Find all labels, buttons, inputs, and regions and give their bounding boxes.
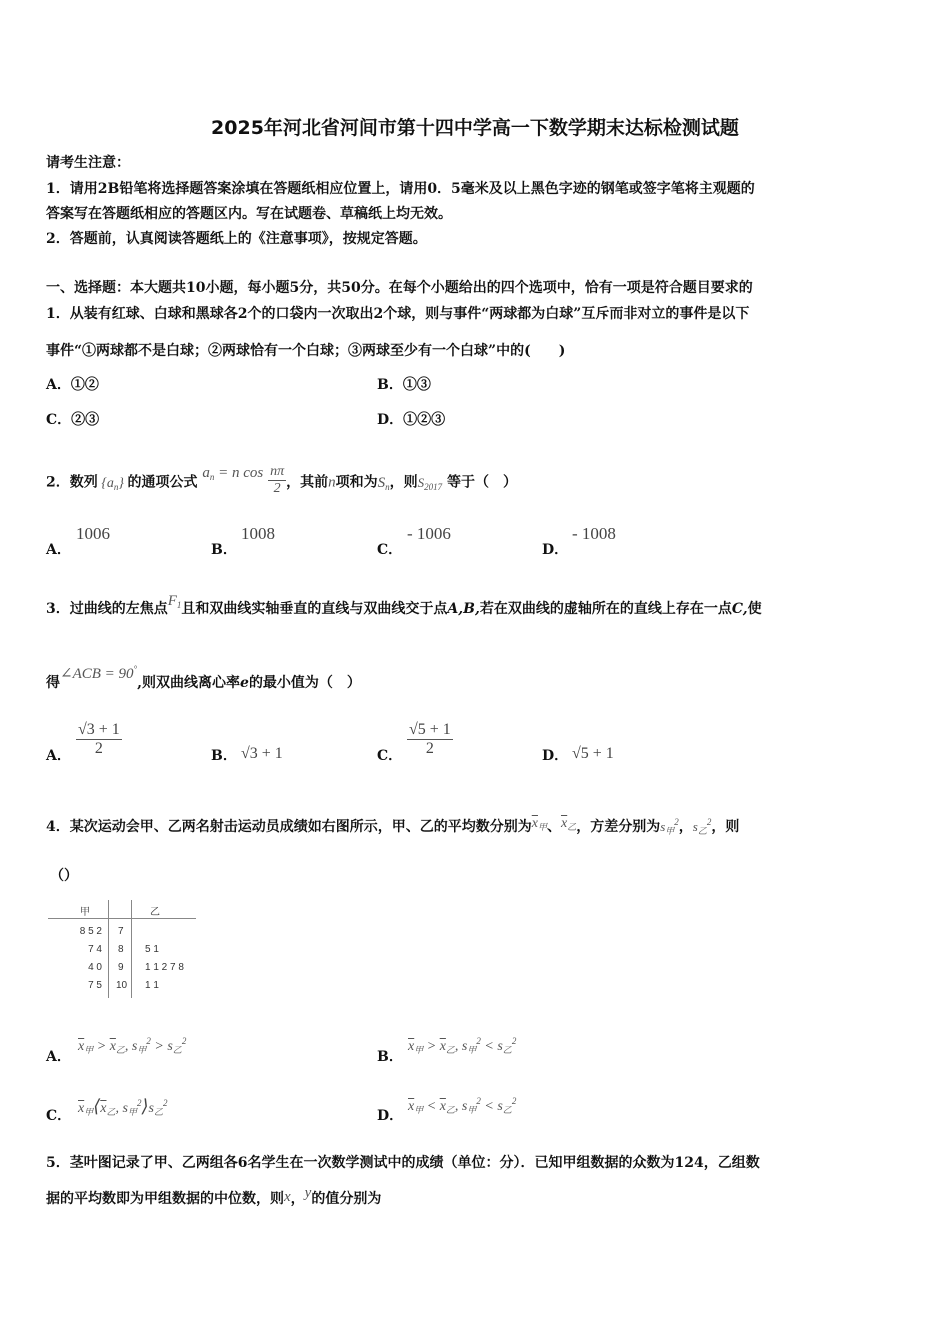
q3-line-1: 3．过曲线的左焦点$F_1$且和双曲线实轴垂直的直线与双曲线交于点A,B,若在双曲线的虚轴所在的直线上存在一点C,使 — [46, 593, 762, 617]
q4-option-c-label: C． — [46, 1108, 72, 1124]
stem-leaf-line-left — [108, 900, 109, 998]
q1-option-b: B．①③ — [377, 377, 431, 393]
stem-row-stem: 7 — [118, 926, 124, 937]
stem-row-right: 1 1 2 7 8 — [145, 962, 184, 973]
notice-line-1a: 1．请用2B铅笔将选择题答案涂填在答题纸相应位置上，请用0．5毫米及以上黑色字迹的钢笔或签字笔将主观题的 — [46, 181, 755, 197]
q1-line-1: 1．从装有红球、白球和黑球各2个的口袋内一次取出2个球，则与事件“两球都为白球”互斥而非对立的事件是以下 — [46, 306, 750, 322]
q4-line-2: （） — [50, 868, 78, 884]
stem-row-stem: 8 — [118, 944, 124, 955]
stem-leaf-line-right — [131, 900, 132, 998]
q4-line-1: 4．某次运动会甲、乙两名射击运动员成绩如右图所示，甲、乙的平均数分别为$\overline{x}_甲$、$\overline{x}_乙$，方差分别为$s_甲^2$，$s_乙^2$，则 — [46, 816, 740, 836]
q5-line-2: 据的平均数即为甲组数据的中位数，则x，y的值分别为 — [46, 1185, 382, 1207]
stem-row-left: 8 5 2 — [79, 926, 102, 937]
q1-line-2: 事件“①两球都不是白球；②两球恰有一个白球；③两球至少有一个白球”中的( ) — [46, 343, 566, 359]
q2-option-a-value: 1006 — [76, 524, 110, 543]
q4-option-a-value: $\overline{x}_甲 > \overline{x}_乙$, $s_甲^2 > s_乙^2$ — [78, 1036, 187, 1055]
q2-option-c-value: - 1006 — [407, 524, 451, 543]
q3-option-a-value: $\frac{√3 + 1}{2}$ — [78, 721, 120, 757]
q3-option-c-label: C． — [377, 748, 403, 764]
q3-option-d-value: √5 + 1 — [572, 745, 614, 762]
page-title: 2025年河北省河间市第十四中学高一下数学期末达标检测试题 — [211, 117, 739, 139]
q4-option-d-label: D． — [377, 1108, 404, 1124]
q2-option-d-label: D． — [542, 542, 569, 558]
stem-row-stem: 10 — [116, 980, 128, 991]
q3-option-c-value: $\frac{√5 + 1}{2}$ — [409, 721, 451, 757]
section-heading: 一、选择题：本大题共10小题，每小题5分，共50分。在每个小题给出的四个选项中，恰有一项是符合题目要求的 — [46, 280, 753, 296]
q5-line-1: 5．茎叶图记录了甲、乙两组各6名学生在一次数学测试中的成绩（单位：分）．已知甲组数据的众数为124，乙组数 — [46, 1155, 760, 1171]
notice-line-1b: 答案写在答题纸相应的答题区内。写在试题卷、草稿纸上均无效。 — [46, 206, 452, 222]
stem-row-left: 7 5 — [88, 980, 102, 991]
q3-option-b-label: B． — [211, 748, 237, 764]
stem-row-left: 4 0 — [88, 962, 102, 973]
q4-option-c-value: $\overline{x}_甲⟨\overline{x}_乙$, $s_甲^2⟩s_乙^2$ — [78, 1096, 168, 1117]
q4-option-b-value: $\overline{x}_甲 > \overline{x}_乙$, $s_甲^2 < s_乙^2$ — [408, 1036, 517, 1055]
stem-leaf-figure — [48, 900, 198, 1000]
notice-heading: 请考生注意： — [46, 155, 130, 171]
q2-option-a-label: A． — [46, 542, 71, 558]
stem-row-right: 5 1 — [145, 944, 159, 955]
q1-option-c: C．②③ — [46, 412, 100, 428]
q2-option-b-value: 1008 — [241, 524, 275, 543]
q1-option-a: A．①② — [46, 377, 99, 393]
stem-row-right: 1 1 — [145, 980, 159, 991]
q2-option-c-label: C． — [377, 542, 403, 558]
q4-option-a-label: A． — [46, 1049, 71, 1065]
stem-row-left: 7 4 — [88, 944, 102, 955]
q1-option-d: D．①②③ — [377, 412, 446, 428]
q3-option-a-label: A． — [46, 748, 71, 764]
q2-option-b-label: B． — [211, 542, 237, 558]
notice-line-2: 2．答题前，认真阅读答题纸上的《注意事项》，按规定答题。 — [46, 231, 427, 247]
q3-option-d-label: D． — [542, 748, 569, 764]
stem-leaf-divider — [48, 918, 196, 919]
q2-option-d-value: - 1008 — [572, 524, 616, 543]
q2-stem: 2．数列 $\{a_n\}$ 的通项公式 $a_n = n$ cos $\frac{n\pi}{2}$ ，其前n项和为$S_n$，则$S_{2017}$ 等于（ ） — [46, 464, 517, 496]
q3-option-b-value: √3 + 1 — [241, 745, 283, 762]
q4-option-d-value: $\overline{x}_甲 < \overline{x}_乙$, $s_甲^2 < s_乙^2$ — [408, 1096, 517, 1115]
stem-header-left: 甲 — [80, 907, 90, 918]
stem-header-right: 乙 — [150, 907, 160, 918]
stem-row-stem: 9 — [118, 962, 124, 973]
q4-option-b-label: B． — [377, 1049, 403, 1065]
q3-line-2: 得∠ACB = 90°,则双曲线离心率e的最小值为（ ） — [46, 664, 361, 691]
